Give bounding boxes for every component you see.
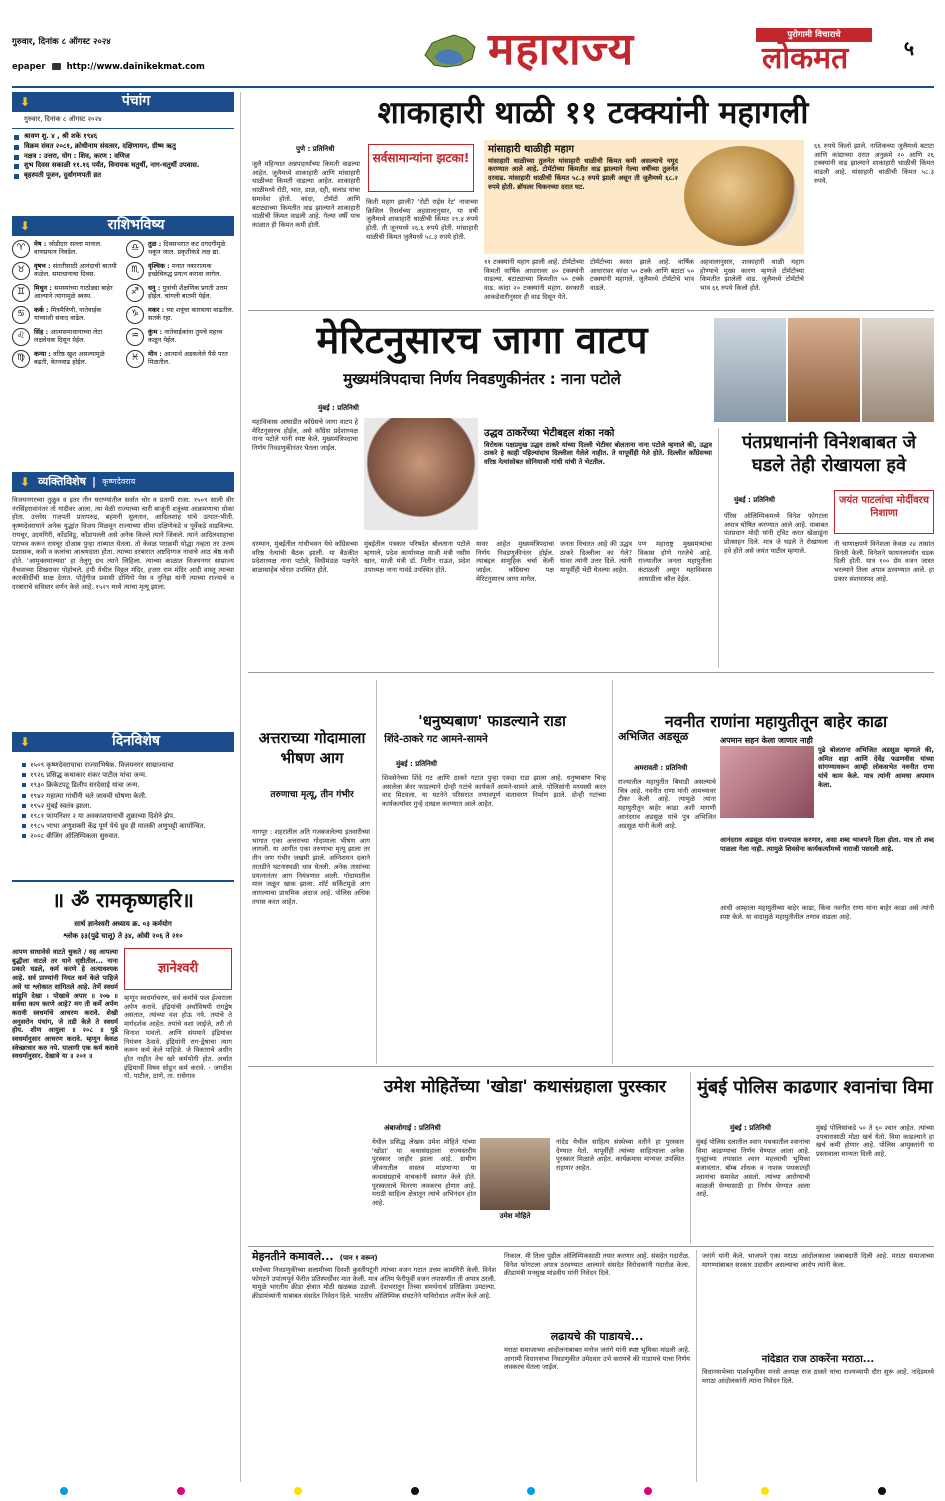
khoda-caption: उमेश मोहिते bbox=[499, 1212, 531, 1220]
dinvishesh-item: १९८१ फायनिशर २ या अवकाशयानाची शुक्राच्या दिशेने झेप. bbox=[22, 811, 234, 821]
khoda-col2: नांदेड येथील साहित्य संस्थेच्या वतीने हा पुरस्कार देण्यात येतो. यापूर्वीही त्यांच्या साहित्याला अनेक पुरस्कार मिळाले आहेत. कार्यक्रमास मान्यवर उपस्थित राहणार आहेत. bbox=[556, 1138, 684, 1173]
merit-col2: दरम्यान, मुंबईतील गांधीभवन येथे काँग्रेसच्या वरिष्ठ नेत्यांची बैठक झाली. या बैठकीत प्रदेशाध्यक्ष नाना पटोले, विधीमंडळ पक्षनेते बाळासाहेब थोरात उपस्थित होते. bbox=[252, 540, 358, 575]
rashi-name: मेष : bbox=[34, 240, 49, 248]
vima-headline: मुंबई पोलिस काढणार श्वानांचा विमा bbox=[697, 1077, 933, 1098]
nanded-box-text: विधानसभेच्या पार्श्वभूमीवर मनसे अध्यक्ष राज ठाकरे यांचा राज्यव्यापी दौरा सुरू आहे. नांदेडमध्ये मराठा आंदोलकांनी त्यांना निवेदन दिले. bbox=[702, 1368, 934, 1385]
nonveg-box bbox=[484, 140, 804, 254]
divider bbox=[696, 1250, 697, 1482]
rashi-prediction: नातेवाईकांना तुमचे महत्त्व कळून येईल. bbox=[148, 328, 223, 344]
panchang-header bbox=[12, 92, 234, 112]
divider bbox=[376, 680, 377, 1064]
rashi-text bbox=[148, 240, 234, 258]
mehnat-headline: मेहनतीने कमावले... bbox=[252, 1250, 334, 1263]
mail-icon bbox=[52, 63, 61, 70]
aag-subhead: तरुणाचा मृत्यू, तीन गंभीर bbox=[270, 790, 354, 800]
rashi-left-column bbox=[12, 240, 120, 468]
thali-box-title: सर्वसामान्यांना झटका! bbox=[372, 151, 470, 165]
rashi-prediction: समस्यांच्या गाठोड्या बाहेर आल्याने त्यागामुळे स्वस्थ. bbox=[34, 284, 113, 300]
nonveg-title: मांसाहारी थाळीही महाग bbox=[488, 144, 575, 155]
rashi-text bbox=[34, 350, 120, 368]
masthead-epaper bbox=[12, 62, 205, 73]
rashi-title: राशिभविष्य bbox=[107, 217, 165, 234]
panchang-line: विक्रम संवत २०८१, क्रोधीनाम संवत्सर, दक्षिणायन, ग्रीष्म ऋतु bbox=[12, 142, 234, 152]
rashi-text bbox=[148, 350, 234, 368]
thali-col5: अहवालानुसार, शाकाहारी थाळी महाग होण्याचे मुख्य कारण म्हणजे टोमॅटोच्या किमतीत झालेली वाढ. जुलैमध्ये टोमॅटोचे भाव ६६ रुपये किलो होते. bbox=[700, 258, 804, 293]
vyaktivishesh-body: विजयनगरच्या तुळुव व इतर तीन घराण्यांतील सर्वात थोर व प्रतापी राजा. १५०९ साली वीर नरसिंहरावांनंतर तो गादीवर आला. त्या वेळी राज्याच्या चारी बाजूंनी शत्रूंच्या आक्रमणाचा धोका होता. उत्तरेस गजपती प्रतापरुद्र, बहमनी सुलतान, आदिलशाह यांचे उत्पात-भीती. कृष्णदेवरायाने अनेक युद्धांत विजय मिळवून राज्याच्या सीमा दक्षिणेकडे व पूर्वेकडे वाढविल्या. रायचूर, उदयगिरी, कोंडविडू, कोंडापल्ली असे अनेक किल्ले त्याने जिंकले. त्याने आदिलशाहाचा पराभव करून रायचूर दोआब पुन्हा ताब्यात घेतला. तो केवळ पराक्रमी योद्धा नव्हता तर उत्तम प्रशासक, कवी व कलांचा आश्रयदाता होता. त्याच्या दरबारात अष्टदिग्गज नावाचे आठ श्रेष्ठ कवी होते. 'आमुक्तमाल्यदा' हा तेलुगू ग्रंथ त्याने लिहिला. त्याच्या काळात विजयनगर साम्राज्य वैभवाच्या शिखरावर पोहोचले. हंपी येथील विठ्ठल मंदिर, हजार राम मंदिर आदी वास्तू त्याच्या कारकीर्दीची साक्ष देतात. पोर्तुगीज प्रवासी डॉमिंगो पेस व नुनिझ यांनी त्याच्या राज्याचे व दरबाराचे सविस्तर वर्णन केले आहे. १५२९ मध्ये त्याचा मृत्यू झाला. bbox=[12, 496, 234, 592]
jnaneshwari-sub1: सार्थ ज्ञानेश्वरी अध्याय क्र. ०३ कर्मयोग bbox=[74, 920, 172, 928]
rashi-prediction: घ्या शत्रूंचा कारवाया वाढतील. सतर्क रहा. bbox=[148, 306, 234, 322]
navneet-author: अभिजित अडसूळ bbox=[618, 730, 689, 743]
panchang-line: नक्षत्र : उत्तरा, योग : शिव, करण : वणिज bbox=[12, 152, 234, 162]
rashi-name: कन्या : bbox=[34, 350, 54, 358]
ladhayche-box-title: लढायचे की पाडायचे... bbox=[550, 1330, 644, 1343]
khoda-text: येथील प्रसिद्ध लेखक उमेश मोहिते यांच्या 'खोडा' या कथासंग्रहाला राज्यस्तरीय पुरस्कार जाहीर झाला आहे. ग्रामीण जीवनातील वास्तव मांडणाऱ्या या कथासंग्रहाचे वाचकांनी स्वागत केले होते. पुरस्काराचे वितरण लवकरच होणार आहे. मराठी साहित्य क्षेत्रातून त्यांचे अभिनंदन होत आहे. bbox=[372, 1138, 476, 1207]
masthead-date: गुरुवार, दिनांक ८ ऑगस्ट २०२४ bbox=[12, 37, 111, 47]
vyaktivishesh-title: व्यक्तिविशेष bbox=[38, 475, 87, 489]
zodiac-icon: ♑ bbox=[126, 306, 144, 324]
rashi-text bbox=[34, 328, 120, 346]
rashi-prediction: मित्रमैत्रिणी, नातेवाईक यांच्याशी संवाद वाढेल. bbox=[34, 306, 102, 322]
panchang-lines bbox=[12, 129, 234, 181]
navneet-col2: आनंदराव अडसूळ यांना राज्यपाल करणार, असा शब्द भाजपने दिला होता. मात्र तो शब्द पाळला गेला नाही. त्यामुळे शिवसेना कार्यकर्त्यांमध्ये नाराजी पसरली आहे. bbox=[720, 836, 934, 853]
epaper-url[interactable]: http://www.dainikekmat.com bbox=[66, 62, 205, 72]
vinesh-box: जयंत पाटलांचा मोदींवरच निशाणा bbox=[834, 490, 934, 534]
bullet-icon bbox=[14, 135, 19, 140]
merit-byline: मुंबई : प्रतिनिधी bbox=[318, 404, 359, 412]
rashi-prediction: जोडीदार सल्ला मानाल. वाणप्रयत्न निवडेल. bbox=[34, 240, 102, 256]
panchang-line: श्रावण शु. ४ , श्री शके १९४६ bbox=[12, 132, 234, 142]
rashi-prediction: आत्मसमाधानाच्या लेटा लक्षवेधक दिसून येईल. bbox=[34, 328, 103, 344]
maharashtra-map-icon bbox=[420, 25, 480, 75]
photo-wrestler bbox=[788, 318, 862, 422]
rashi-item bbox=[126, 306, 234, 324]
panchang-date: गुरुवार, दिनांक ८ ऑगस्ट २०२४ bbox=[12, 113, 234, 129]
rashi-item bbox=[12, 306, 120, 324]
rashi-header bbox=[12, 216, 234, 236]
dinvishesh-item: १९५२ मुंबई स्वतंत्र झाला. bbox=[22, 801, 234, 811]
nonveg-text: मांसाहारी थाळीच्या तुलनेत मांसाहारी थाळीची किंमत कमी असल्याचे नमूद करण्यात आले आहे. टोमॅटोच्या किंमतीत वाढ झाल्याने गेल्या वर्षीच्या तुलनेत दरवाढ. मांसाहारी थाळीची किंमत ५८.३ रुपये झाली असून ती जुलैमध्ये ६८.२ रुपये होती. ब्रॉयलर चिकनच्या दरात घट. bbox=[488, 156, 678, 191]
dinvishesh-title: दिनविशेष bbox=[112, 733, 160, 750]
vima-text: मुंबई पोलिस दलातील श्वान पथकातील श्वानांचा विमा काढण्याचा निर्णय घेण्यात आला आहे. गुन्ह्यांच्या तपासात श्वान महत्त्वाची भूमिका बजावतात. बॉम्ब शोधक व नाशक पथकातही श्वानांचा समावेश असतो. त्यांच्या आरोग्याची काळजी घेण्यासाठी हा निर्णय घेण्यात आला आहे. bbox=[696, 1138, 810, 1199]
rashi-prediction: मनात नकारात्मक इच्छेविरुद्ध प्रयत्न करावा लागेल. bbox=[148, 262, 222, 278]
vima-byline: मुंबई : प्रतिनिधी bbox=[730, 1124, 771, 1132]
rashi-prediction: पुत्रांची शैक्षणिक प्रगती उत्तम होईल. चांगली बातमी येईल. bbox=[148, 284, 228, 300]
dhanushya-text: शिवसेनेच्या शिंदे गट आणि ठाकरे गटात पुन्हा एकदा राडा झाला आहे. धनुष्यबाण चिन्ह असलेला बॅनर फाडल्याने दोन्ही गटांचे कार्यकर्ते आमने-सामने आले. पोलिसांनी मध्यस्थी करत वाद मिटवला. या घटनेने परिसरात तणावपूर्ण वातावरण निर्माण झाले. दोन्ही गटांच्या कार्यकर्त्यांवर गुन्हे दाखल करण्यात आले आहेत. bbox=[382, 774, 606, 809]
mehnat-col2: निकाल. मी तिला पुढील ऑलिम्पिकसाठी तयार करणार आहे. संसदेत गदारोळ. विनेश फोगटला अपात्र ठरवण्यात आल्याने संसदेत विरोधकांनी गदारोळ केला. क्रीडामंत्री मनसुख मांडवीय यांनी निवेदन दिले. bbox=[504, 1252, 690, 1278]
merit-col6: पण महाराष्ट्र मुख्यमंत्र्यांचा विकास होणे गरजेचे आहे. राज्यातील जनता महायुतीला कंटाळली असून महाविकास आघाडीला कौल देईल. bbox=[638, 540, 712, 583]
paper-name: लोकमत bbox=[762, 41, 849, 76]
merit-headline: मेरिटनुसारच जागा वाटप bbox=[316, 317, 648, 362]
zodiac-icon: ♒ bbox=[126, 328, 144, 346]
rashi-item bbox=[126, 328, 234, 346]
zodiac-icon: ♏ bbox=[126, 262, 144, 280]
zodiac-icon: ♉ bbox=[12, 262, 30, 280]
rashi-item bbox=[126, 262, 234, 280]
divider bbox=[248, 1066, 934, 1067]
dinvishesh-item: २००८ बीजिंग ऑलिम्पिकला सुरुवात. bbox=[22, 831, 234, 841]
jnaneshwari-logo-text: ज्ञानेश्वरी bbox=[157, 960, 199, 976]
jnaneshwari-logo bbox=[124, 948, 232, 990]
merit-quote-text: विरोधक पक्षप्रमुख उद्धव ठाकरे यांच्या दिल्ली भेटीवर बोलताना नाना पटोले म्हणाले की, उद्धव ठाकरे हे काही पहिल्यांदाच दिल्लीला गेलेले नाहीत. ते यापूर्वीही गेले होते. दिल्लीत काँग्रेसच्या वरिष्ठ नेत्यांसोबत सोनियाजी गांधी यांची ते भेटतील. bbox=[484, 440, 712, 466]
rashi-item bbox=[12, 328, 120, 346]
rashi-name: मकर : bbox=[148, 306, 167, 314]
rashi-name: वृषभ : bbox=[34, 262, 53, 270]
rashi-text bbox=[148, 284, 234, 302]
divider bbox=[248, 310, 934, 311]
panchang-line: शुभ दिवस सकाळी ११.१६ पर्यंत, विनायक चतुर्थी, नाग-चतुर्थी उपवास. bbox=[12, 161, 234, 171]
navneet-photo bbox=[720, 746, 814, 818]
thali-box bbox=[368, 144, 474, 192]
rashi-name: मिथुन : bbox=[34, 284, 55, 292]
rashi-name: कुंभ : bbox=[148, 328, 165, 336]
rashi-item bbox=[12, 240, 120, 258]
vyaktivishesh-subject: कृष्णदेवराय bbox=[102, 477, 136, 486]
jnaneshwari-col2: म्हणून स्वधर्माचरण, सर्व कर्मांचे फल ईश्वराला अर्पण करावे. इंद्रियांची अर्थाविषयी रागद्वेष असतात, त्यांच्या वश होऊ नये. तयांचे ते मार्गदर्शक आहेत. तयांचे वशा जाईजे, तरी तो विनाश पावतो. आणि संयमाने इंद्रियांवर नियंत्रण ठेवावे. इंद्रियांनी राग-द्वेषाचा त्याग करून कर्म केले पाहिजे. जे विकाराचे अधीन होत नाहीत तेच खरे कर्मयोगी होत. अर्थात इंद्रियार्थी विषय सोडून कर्म करावे. - जगदीश गो. पाटील, ठाणे, ता. रासेगाव bbox=[124, 994, 232, 1081]
mehnat-text: स्पर्धेच्या निवडणुकीच्या सलामीच्या दिवशी कुस्तीपटूंनी त्यांच्या वजन गटात उत्तम कामगिरी केली. विनेश फोगटने उपांत्यपूर्व फेरीत प्रतिस्पर्धीवर मात केली. मात्र अंतिम फेरीपूर्वी वजन तपासणीत ती अपात्र ठरली. यामुळे भारतीय क्रीडा क्षेत्रात मोठी खळबळ उडाली. देशभरातून तिच्या समर्थनार्थ प्रतिक्रिया उमटल्या. क्रीडामंत्र्यांनी याबाबत संसदेत निवेदन दिले. भारतीय ऑलिम्पिक संघटनेने याविरोधात अपील केले आहे. bbox=[252, 1266, 496, 1301]
chevron-down-icon: ⬇ bbox=[20, 218, 31, 233]
divider bbox=[612, 680, 613, 1064]
tagline: पुरोगामी विचाराचे bbox=[756, 28, 872, 42]
bullet-icon bbox=[14, 164, 19, 169]
bullet-icon bbox=[22, 783, 26, 787]
zodiac-icon: ♎ bbox=[126, 240, 144, 258]
rashi-grid bbox=[12, 240, 234, 468]
divider bbox=[240, 92, 241, 1482]
thali-headline: शाकाहारी थाळी ११ टक्क्यांनी महागली bbox=[377, 95, 809, 131]
rashi-prediction: दिवसभरात कट दगदगीमुळे थकून जाल. प्रकृतीकडे लक्ष द्या. bbox=[148, 240, 226, 256]
panchang-title: पंचांग bbox=[121, 93, 151, 110]
merit-photos bbox=[714, 318, 934, 422]
mehnat-note: (पान १ वरून) bbox=[339, 1254, 378, 1262]
vinesh-col2: नी चाणाक्षपणे विनेशला केवळ २४ तासांत विनंती केली. विनेशने फायनलपर्यंत धडक दिली होती. मात्र १०० ग्रॅम वजन जास्त भरल्याने तिला अपात्र ठरवण्यात आले. हा प्रकार संशयास्पद आहे. bbox=[834, 540, 934, 583]
thali-col6: ६६ रुपये किलो झाले. नाशिकच्या जुलैमध्ये बटाटा आणि कांद्याच्या दरात अनुक्रमे २० आणि २६ टक्क्यांनी वाढ झाल्याने शाकाहारी थाळीची किंमत वाढली आहे. मांसाहारी थाळीची किंमत ५८.३ रुपये. bbox=[814, 142, 934, 185]
dhanushya-subhead: शिंदे-ठाकरे गट आमने-सामने bbox=[384, 734, 488, 745]
photo-politician-2 bbox=[862, 318, 934, 422]
khoda-headline: उमेश मोहितेंच्या 'खोडा' कथासंग्रहाला पुरस्कार bbox=[383, 1077, 666, 1097]
rashi-item bbox=[126, 284, 234, 302]
bullet-icon bbox=[22, 814, 26, 818]
dinvishesh-header bbox=[12, 732, 234, 752]
navneet-headline: नवनीत राणांना महायुतीतून बाहेर काढा bbox=[664, 712, 888, 731]
zodiac-icon: ♐ bbox=[126, 284, 144, 302]
dhanushya-byline: मुंबई : प्रतिनिधी bbox=[396, 760, 437, 768]
aag-headline: अत्तराच्या गोदामाला भीषण आग bbox=[258, 729, 366, 768]
dinvishesh-item: १९२६ प्रसिद्ध कथाकार शंकर पाटील यांचा जन्म. bbox=[22, 770, 234, 780]
divider bbox=[12, 880, 234, 882]
navneet-quote: पुढे बोलताना अभिजित अडसूळ म्हणाले की, अमित शहा आणि देवेंद्र फडणवीस यांच्या सांगण्यावरून आम्ही लोकसभेत नवनीत राणा यांचे काम केले. मात्र त्यांनी आमचा अपमान केला. bbox=[818, 746, 934, 789]
rashi-text bbox=[34, 284, 120, 302]
rashi-name: सिंह : bbox=[34, 328, 51, 336]
rashi-name: तुळ : bbox=[148, 240, 164, 248]
navneet-col3: आधी आम्हाला महायुतीच्या बाहेर काढा, किंवा नवनीत राणा यांना बाहेर काढा असे त्यांनी स्पष्ट केले. या वादामुळे महायुतीतील तणाव वाढला आहे. bbox=[720, 904, 934, 921]
rashi-item bbox=[12, 262, 120, 280]
patole-photo bbox=[364, 418, 478, 530]
rashi-text bbox=[148, 328, 234, 346]
masthead-rule bbox=[12, 86, 934, 88]
merit-quote-box bbox=[484, 428, 712, 540]
vinesh-byline: मुंबई : प्रतिनिधी bbox=[734, 496, 775, 504]
rashi-name: धनु : bbox=[148, 284, 163, 292]
mohite-photo bbox=[480, 1138, 550, 1210]
mehnat-col4: जरांगे यांनी केले. भाजपने एका मराठा आंदोलकाला जबाबदारी दिली आहे. मराठा समाजाच्या मागण्यांबाबत सरकार उदासीन असल्याचा आरोप त्यांनी केला. bbox=[702, 1252, 934, 1269]
jnaneshwari-title: ॥ ॐ रामकृष्णहरि॥ bbox=[52, 888, 194, 912]
bullet-icon bbox=[14, 155, 19, 160]
rashi-text bbox=[34, 240, 120, 258]
vinesh-headline: पंतप्रधानांनी विनेशबाबत जे घडले तेही रोखायला हवे bbox=[741, 432, 917, 476]
jnaneshwari-col1: आपण साधावेसे वाटते चुकते / वह आपल्या बुद्धीला वाटले तर याने सृष्टीतील... नाना प्रकारे घडले, कर्म करणे हे अत्यावश्यक आहे. सर्व प्राण्यांनी नियत कर्म केले पाहिजे असे या श्लोकात सांगितले आहे. तेणें स्वधर्म सांडूनि देखा । पोखावे अपार ॥ २०७ ॥ सर्वथा काय करणे आहे? मग ती कर्मे अर्पण करावी स्वधर्माचे आचरण करावे. शेखी अनुसरोन पंचांग, जे तडी केले ते स्वधर्म होय. शीण आयुला ॥ २०८ ॥ पुढे स्वधर्मानुसार आचरण करावे. म्हणून केवळ स्वेच्छाचार करु नये. यालागी एक कर्म करावे स्वधर्मानुसार. देखावे या ॥ २०१ ॥ bbox=[12, 948, 118, 1061]
ladhayche-box-text: मराठा समाजाच्या आंदोलनाबाबत मनोज जरांगे यांनी स्पष्ट भूमिका मांडली आहे. आगामी विधानसभा निवडणुकीत उमेदवार उभे करायचे की पाडायचे याचा निर्णय लवकरच घेतला जाईल. bbox=[504, 1346, 690, 1372]
divider bbox=[690, 1072, 691, 1244]
bullet-icon bbox=[14, 145, 19, 150]
photo-politician-1 bbox=[714, 318, 788, 422]
merit-quote-title: उद्धव ठाकरेंच्या भेटीबद्दल शंका नको bbox=[484, 428, 615, 439]
vyaktivishesh-header: ⬇ व्यक्तिविशेष | कृष्णदेवराय bbox=[12, 472, 234, 492]
khoda-byline: अंबाजोगाई : प्रतिनिधी bbox=[384, 1124, 441, 1132]
rashi-text bbox=[34, 306, 120, 324]
navneet-col1: राज्यातील महायुतीत बिघाडी असल्याचे चित्र आहे. नवनीत राणा यांनी आमच्यावर टीका केली आहे. त्यामुळे त्यांना महायुतीतून बाहेर काढा अशी मागणी आनंदराव अडसूळ यांचे पुत्र अभिजित अडसूळ यांनी केली आहे. bbox=[618, 778, 716, 830]
zodiac-icon: ♈ bbox=[12, 240, 30, 258]
section-title: महाराज्य bbox=[488, 24, 635, 75]
rashi-name: कर्क : bbox=[34, 306, 51, 314]
merit-subhead: मुख्यमंत्रिपदाचा निर्णय निवडणुकीनंतर : नाना पटोले bbox=[343, 370, 621, 388]
dhanushya-headline: 'धनुष्यबाण' फाडल्याने राडा bbox=[418, 712, 566, 730]
thali-byline: पुणे : प्रतिनिधी bbox=[296, 145, 335, 153]
rashi-item bbox=[12, 350, 120, 368]
dinvishesh-item: १९८५ भाभा अणुशक्ती केंद्र पूर्ण येथे ध्रुव ही मालकी अणुभट्टी कार्यान्वित. bbox=[22, 821, 234, 831]
zodiac-icon: ♍ bbox=[12, 350, 30, 368]
mehnat-header bbox=[252, 1250, 492, 1264]
epaper-label: epaper bbox=[12, 62, 46, 72]
rashi-name: मीन : bbox=[148, 350, 165, 358]
merit-col5: जनता विचारत आहे की उद्धव ठाकरे दिल्लीला का गेले? यावर त्यांनी उत्तर दिले. त्यांनी यापूर्वीही भेटी घेतल्या आहेत. bbox=[560, 540, 632, 575]
thali-col1: जुलै महिन्यात अन्नपदार्थांच्या किमती वाढल्या आहेत. जुलैमध्ये शाकाहारी आणि मांसाहारी थाळीच्या किमती वाढल्या आहेत. शाकाहारी थाळीमध्ये रोटी, भात, डाळ, दही, सलाड यांचा समावेश होतो. कांदा, टोमॅटो आणि बटाट्याच्या किमतीत वाढ झाल्याने शाकाहारी थाळीची किंमत वाढली आहे. गेल्या वर्षी याच काळात ही किंमत कमी होती. bbox=[252, 160, 360, 229]
aag-text: नागपूर : शहरातील अति गजबजलेल्या इतवारीच्या भागात एका अत्तराच्या गोदामाला भीषण आग लागली. या आगीत एका तरुणाचा मृत्यू झाला तर तीन जण गंभीर जखमी झाले. अग्निशमन दलाने तातडीने घटनास्थळी धाव घेतली. अनेक तासांच्या प्रयत्नानंतर आग नियंत्रणात आली. गोदामातील माल जळून खाक झाला. शॉर्ट सर्किटमुळे आग लागल्याचा प्राथमिक अंदाज आहे. पोलिस अधिक तपास करत आहेत. bbox=[252, 828, 370, 906]
rashi-item bbox=[12, 284, 120, 302]
dinvishesh-item: १५०९ कृष्णदेवरायाचा राज्याभिषेक. विजयनगर साम्राज्याचा bbox=[22, 760, 234, 770]
bullet-icon bbox=[22, 794, 26, 798]
dinvishesh-list bbox=[22, 760, 234, 842]
rashi-prediction: संततीसाठी आनंदाची बातमी कळेल. समाधानाचा दिवस. bbox=[34, 262, 117, 278]
bullet-icon bbox=[22, 763, 26, 767]
navneet-byline: अमरावती : प्रतिनिधी bbox=[634, 764, 688, 772]
thali-photo bbox=[684, 146, 798, 246]
zodiac-icon: ♓ bbox=[126, 350, 144, 368]
divider bbox=[718, 428, 719, 668]
bullet-icon bbox=[22, 834, 26, 838]
panchang-body bbox=[12, 113, 234, 181]
bullet-icon bbox=[22, 824, 26, 828]
bullet-icon bbox=[22, 804, 26, 808]
dinvishesh-item: १९३० क्रिकेटपटू डिलीप सरदेसाई यांचा जन्म. bbox=[22, 780, 234, 790]
merit-col3: मुंबईतील पत्रकार परिषदेत बोलताना पटोले म्हणाले, प्रदेश कार्याध्यक्ष माजी मंत्री नसीम खान, माजी मंत्री डॉ. नितीन राऊत, प्रदेश उपाध्यक्ष नाना गावंडे उपस्थित होते. bbox=[364, 540, 470, 575]
jnaneshwari-sub2: श्लोक ३३(पुढे चालू) ते ३४, ओवी २०६ ते २१० bbox=[63, 932, 183, 940]
vima-col2: मुंबई पोलिसांकडे ५० ते ६० श्वान आहेत. त्यांच्या उपचारासाठी मोठा खर्च येतो. विमा काढल्याने हा खर्च कमी होणार आहे. पोलिस आयुक्तांनी या प्रस्तावाला मान्यता दिली आहे. bbox=[816, 1124, 934, 1159]
zodiac-icon: ♊ bbox=[12, 284, 30, 302]
thali-col4: टोमॅटोच्या स्वस्त झाले आहे. वार्षिक आधारावर कांदा ५० टक्के आणि बटाटा ५० टक्क्यांनी महागले. जुलैमध्ये टोमॅटोचे भाव वाढले. bbox=[590, 258, 694, 293]
chevron-down-icon: ⬇ bbox=[20, 94, 31, 109]
merit-col4: यावर आहेत मुख्यमंत्रिपदाचा निर्णय निवडणुकीनंतर होईल. त्याबद्दल सामूहिक चर्चा केली जाईल. काँग्रेसचा पक्ष मेरिटनुसारच जागा मागेल. bbox=[476, 540, 554, 583]
rashi-item bbox=[126, 240, 234, 258]
rashi-text bbox=[148, 262, 234, 280]
zodiac-icon: ♌ bbox=[12, 328, 30, 346]
print-registration-marks bbox=[60, 1486, 886, 1496]
thali-col3: ११ टक्क्यांनी महाग झाली आहे. टोमॅटोच्या किमती वार्षिक आधारावर ४० टक्क्यांनी वाढल्या. बटाट्याच्या किमतीत ५० टक्के वाढ. कांदा २० टक्क्यांनी महाग. सरकारी आकडेवारीनुसार ही वाढ दिसून येते. bbox=[484, 258, 584, 301]
rashi-text bbox=[34, 262, 120, 280]
rashi-prediction: वरिष्ठ खुश असल्यामुळे बढती, वेतनवाढ होईल. bbox=[34, 350, 105, 366]
bullet-icon bbox=[22, 773, 26, 777]
rashi-right-column bbox=[126, 240, 234, 468]
rashi-item bbox=[126, 350, 234, 368]
divider bbox=[248, 672, 934, 673]
rashi-text bbox=[148, 306, 234, 324]
panchang-line: बृहस्पती पूजन, दुर्वागणपती व्रत bbox=[12, 171, 234, 181]
dinvishesh-item: १९४२ महात्मा गांधींनी चले जावची घोषणा केली. bbox=[22, 791, 234, 801]
masthead bbox=[0, 0, 945, 92]
zodiac-icon: ♋ bbox=[12, 306, 30, 324]
navneet-subhead: अपमान सहन केला जाणार नाही bbox=[720, 736, 813, 745]
merit-col1: महाविकास आघाडीत काँग्रेसचे जागा वाटप हे मेरिटनुसारच होईल, असे काँग्रेस प्रदेशाध्यक्ष नाना पटोले यांनी स्पष्ट केले. मुख्यमंत्रिपदाचा निर्णय निवडणुकीनंतर घेतला जाईल. bbox=[252, 418, 358, 453]
thali-col2: किती महाग झाली? 'रोटी राईस रेट' नावाच्या क्रिसिल रिसर्चच्या अहवालानुसार, या वर्षी जुलैमध्ये शाकाहारी थाळीची किंमत २९.४ रुपये होती. ती जूनमध्ये २६.६ रुपये होती. मांसाहारी थाळीची किंमत जुलैमध्ये ५८.३ रुपये होती. bbox=[366, 198, 478, 241]
chevron-down-icon: ⬇ bbox=[20, 474, 31, 489]
nanded-box-title: नांदेडात राज ठाकरेंना मराठा... bbox=[761, 1354, 875, 1365]
chevron-down-icon: ⬇ bbox=[20, 734, 31, 749]
bullet-icon bbox=[14, 174, 19, 179]
page-number: ५ bbox=[903, 36, 915, 60]
divider bbox=[248, 1246, 934, 1247]
rashi-name: वृश्चिक : bbox=[148, 262, 172, 270]
rashi-prediction: आत्मार्थ अडकलेले पैसे परत मिळतील. bbox=[148, 350, 228, 366]
vinesh-col1: पॅरिस ऑलिम्पिकमध्ये विनेश फोगटला अपात्र घोषित करण्यात आले आहे. याबाबत पंतप्रधान मोदी यांनी ट्विट करत खेळाडूंना प्रोत्साहन दिले. मात्र जे घडले ते रोखायला हवे होते असे जयंत पाटील म्हणाले. bbox=[724, 512, 828, 555]
